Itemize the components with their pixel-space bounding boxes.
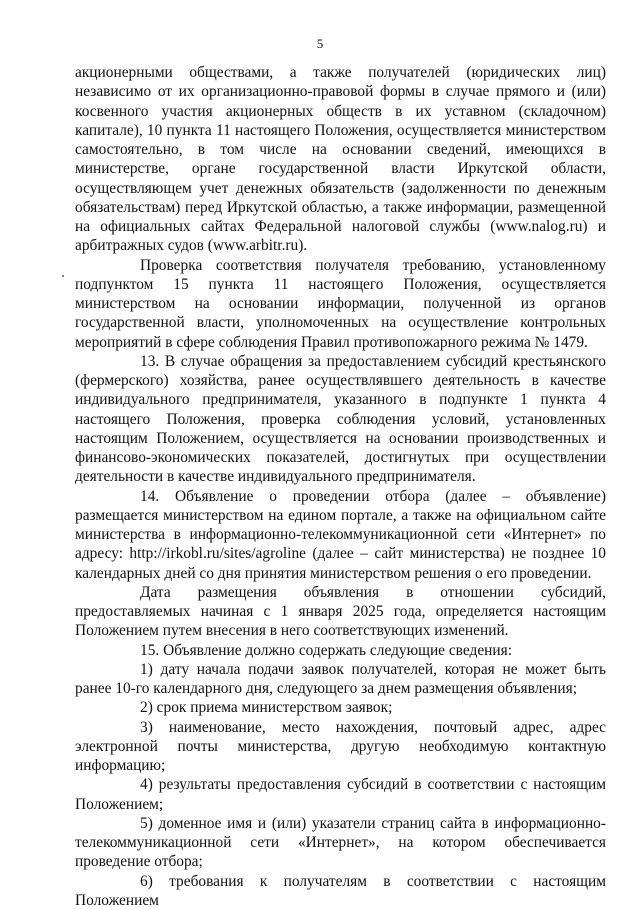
list-item-5: 5) доменное имя и (или) указатели страниц сайта в информационно-телекоммуникационной сети «Интернет», на котором обеспечивается проведение отбора; <box>75 814 606 872</box>
list-item-4: 4) результаты предоставления субсидий в соответствии с настоящим Положением; <box>75 775 606 814</box>
document-body <box>75 63 606 910</box>
paragraph-announcement-date: Дата размещения объявления в отношении субсидий, предоставляемых начиная с 1 января 2025 года, определяется настоящим Положением путем внесения в него соответствующих изменений. <box>75 583 606 641</box>
paragraph-15: 15. Объявление должно содержать следующие сведения: <box>75 641 606 660</box>
paragraph-14: 14. Объявление о проведении отбора (далее – объявление) размещается министерством на едином портале, а также на официальном сайте министерства в информационно-телекоммуникационной сети «Интернет» по адресу: http://irkobl.ru/sites/agroline (далее – сайт министерства) не позднее 10 календарных дней со дня принятия министерством решения о его проведении. <box>75 487 606 583</box>
list-item-1: 1) дату начала подачи заявок получателей, которая не может быть ранее 10-го календарного дня, следующего за днем размещения объявления; <box>75 660 606 699</box>
list-item-3: 3) наименование, место нахождения, почтовый адрес, адрес электронной почты министерства, другую необходимую контактную информацию; <box>75 718 606 776</box>
paragraph-13: 13. В случае обращения за предоставлением субсидий крестьянского (фермерского) хозяйства, ранее осуществлявшего деятельность в качестве индивидуального предпринимателя, указанного в подпункте 1 пункта 4 настоящего Положения, проверка соблюдения условий, установленных настоящим Положением, осуществляется на основании производственных и финансово-экономических показателей, достигнутых при осуществлении деятельности в качестве индивидуального предпринимателя. <box>75 352 606 487</box>
paragraph-fire-safety-check: Проверка соответствия получателя требованию, установленному подпунктом 15 пункта 11 настоящего Положения, осуществляется министерством на основании информации, полученной из органов государственной власти, уполномоченных на осуществление контрольных мероприятий в сфере соблюдения Правил противопожарного режима № 1479. <box>75 256 606 352</box>
paragraph-continuation: акционерными обществами, а также получателей (юридических лиц) независимо от их организационно-правовой формы в случае прямого и (или) косвенного участия акционерных обществ в их уставном (складочном) капитале), 10 пункта 11 настоящего Положения, осуществляется министерством самостоятельно, в том числе на основании сведений, имеющихся в министерстве, органе государственной власти Иркутской области, осуществляющем учет денежных обязательств (задолженности по денежным обязательствам) перед Иркутской областью, а также информации, размещенной на официальных сайтах Федеральной налоговой службы (www.nalog.ru) и арбитражных судов (www.arbitr.ru). <box>75 63 606 256</box>
margin-dot <box>62 275 64 277</box>
page-number: 5 <box>0 36 640 52</box>
list-item-2: 2) срок приема министерством заявок; <box>75 698 606 717</box>
list-item-6: 6) требования к получателям в соответствии с настоящим Положением <box>75 872 606 910</box>
